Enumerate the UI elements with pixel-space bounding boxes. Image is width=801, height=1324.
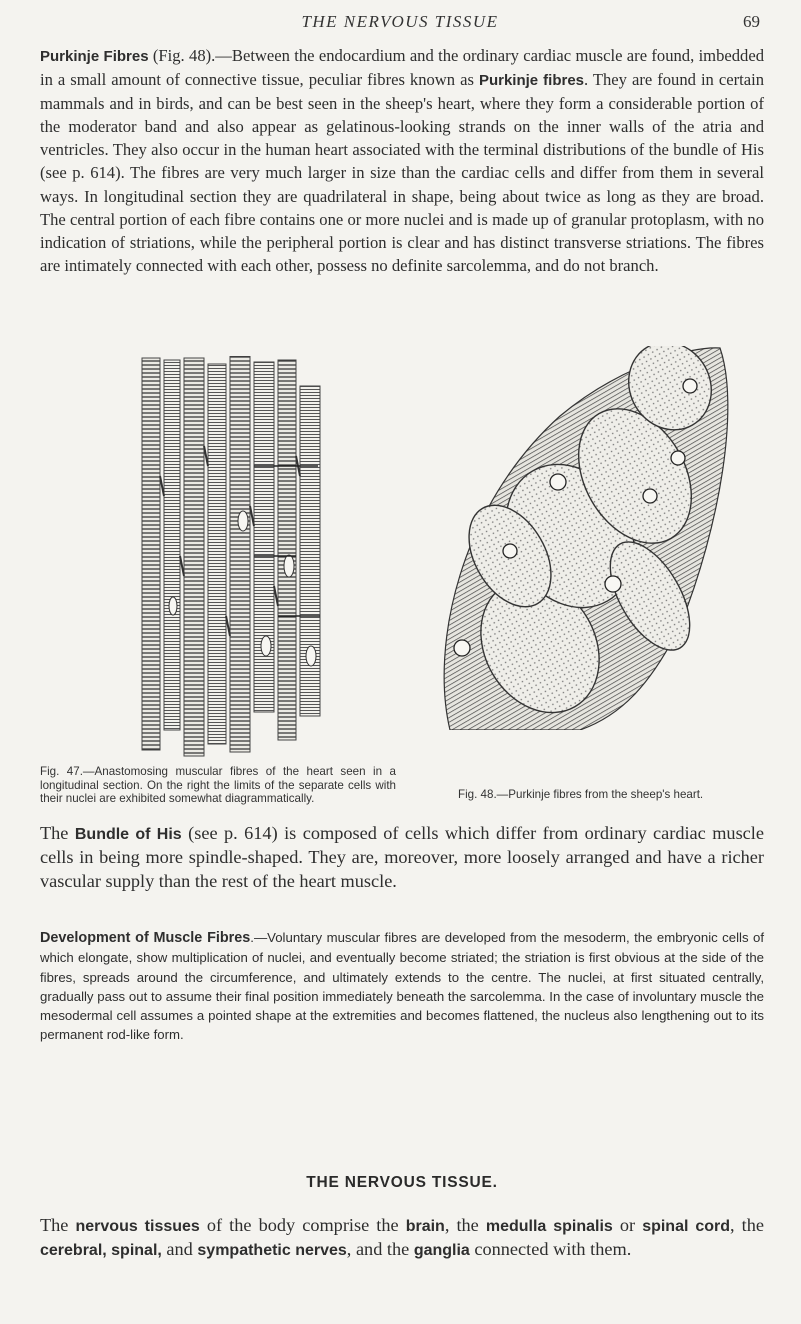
nervous-term-1: nervous tissues bbox=[75, 1218, 200, 1235]
nervous-text-4: or bbox=[612, 1215, 643, 1235]
nervous-text-7: , and the bbox=[346, 1239, 414, 1260]
nervous-term-4: spinal cord bbox=[642, 1218, 731, 1235]
purkinje-term-2: Purkinje fibres bbox=[478, 72, 584, 90]
purkinje-term: Purkinje Fibres bbox=[40, 48, 149, 65]
development-text: .—Voluntary muscular fibres are developed from the mesoderm, the embryonic cells of which elongate, show multiplication of nuclei, and eventually become striated; the striation is first obvious at the side of the fibres, spreads around the circumference, and ultimately extends to the centre. The nuclei, at first situated centrally, gradually pass out to assume their final position immediately beneath the sarcolemma. In the case of involuntary muscle the mesodermal cell assumes a pointed shape at the extremities and becomes flattened, the nucleus also lengthening out to its permanent rod-like form. bbox=[40, 930, 765, 1043]
nervous-term-5: cerebral, spinal, bbox=[40, 1242, 162, 1260]
figure-47-caption: Fig. 47.—Anastomosing muscular fibres of the heart seen in a longitudinal section. On the right the limits of the separate cells with their nuclei are exhibited somewhat diagrammatically. bbox=[40, 765, 396, 806]
nervous-text-5: , the bbox=[730, 1215, 765, 1235]
section-heading: THE NERVOUS TISSUE. bbox=[306, 1174, 498, 1191]
development-paragraph bbox=[40, 928, 764, 1045]
figure-47-illustration bbox=[118, 356, 346, 760]
nervous-term-3: medulla spinalis bbox=[485, 1218, 613, 1235]
purkinje-text: (Fig. 48).—Between the endocardium and the ordinary cardiac muscle are found, imbedded in a small amount of connective tissue, peculiar fibres known as bbox=[40, 46, 765, 90]
nervous-term-2: brain bbox=[405, 1218, 445, 1235]
bundle-text: (see p. 614) is composed of cells which differ from ordinary cardiac muscle cells in being more spindle-shaped. They are, moreover, more loosely arranged and have a richer vascular supply than the rest of the heart muscle. bbox=[40, 823, 764, 891]
bundle-term: Bundle of His bbox=[74, 826, 182, 843]
nervous-text-3: , the bbox=[444, 1215, 486, 1235]
development-term: Development of Muscle Fibres bbox=[40, 930, 251, 946]
nervous-text-2: of the body comprise the bbox=[199, 1215, 406, 1235]
bundle-lead: The bbox=[40, 823, 75, 843]
figure-48-illustration bbox=[420, 346, 742, 730]
page-number: 69 bbox=[743, 12, 760, 31]
purkinje-paragraph bbox=[40, 44, 764, 277]
nervous-tissue-paragraph bbox=[40, 1214, 764, 1263]
nervous-text-6: and bbox=[161, 1239, 198, 1260]
figure-48-caption: Fig. 48.—Purkinje fibres from the sheep's heart. bbox=[458, 788, 704, 801]
nervous-term-6: sympathetic nerves bbox=[197, 1242, 347, 1260]
purkinje-text-2: . They are found in certain mammals and in birds, and can be best seen in the sheep's heart, where they form a considerable portion of the moderator band and also appear as gelatinous-looking strands on the inner walls of the atria and ventricles. They also occur in the human heart associated with the terminal distributions of the bundle of His (see p. 614). The fibres are very much larger in size than the cardiac cells and differ from them in several ways. In longitudinal section they are quadrilateral in shape, being about twice as long as they are broad. The central portion of each fibre contains one or more nuclei and is made up of granular protoplasm, with no indication of striations, while the peripheral portion is clear and has distinct transverse striations. The fibres are intimately connected with each other, possess no definite sarcolemma, and do not branch. bbox=[40, 70, 764, 275]
running-head bbox=[40, 12, 760, 36]
nervous-text-8: connected with them. bbox=[469, 1239, 632, 1260]
nervous-text-1: The bbox=[40, 1215, 76, 1235]
nervous-term-7: ganglia bbox=[413, 1242, 470, 1260]
bundle-of-his-paragraph bbox=[40, 822, 764, 893]
running-title: THE NERVOUS TISSUE bbox=[301, 12, 499, 31]
